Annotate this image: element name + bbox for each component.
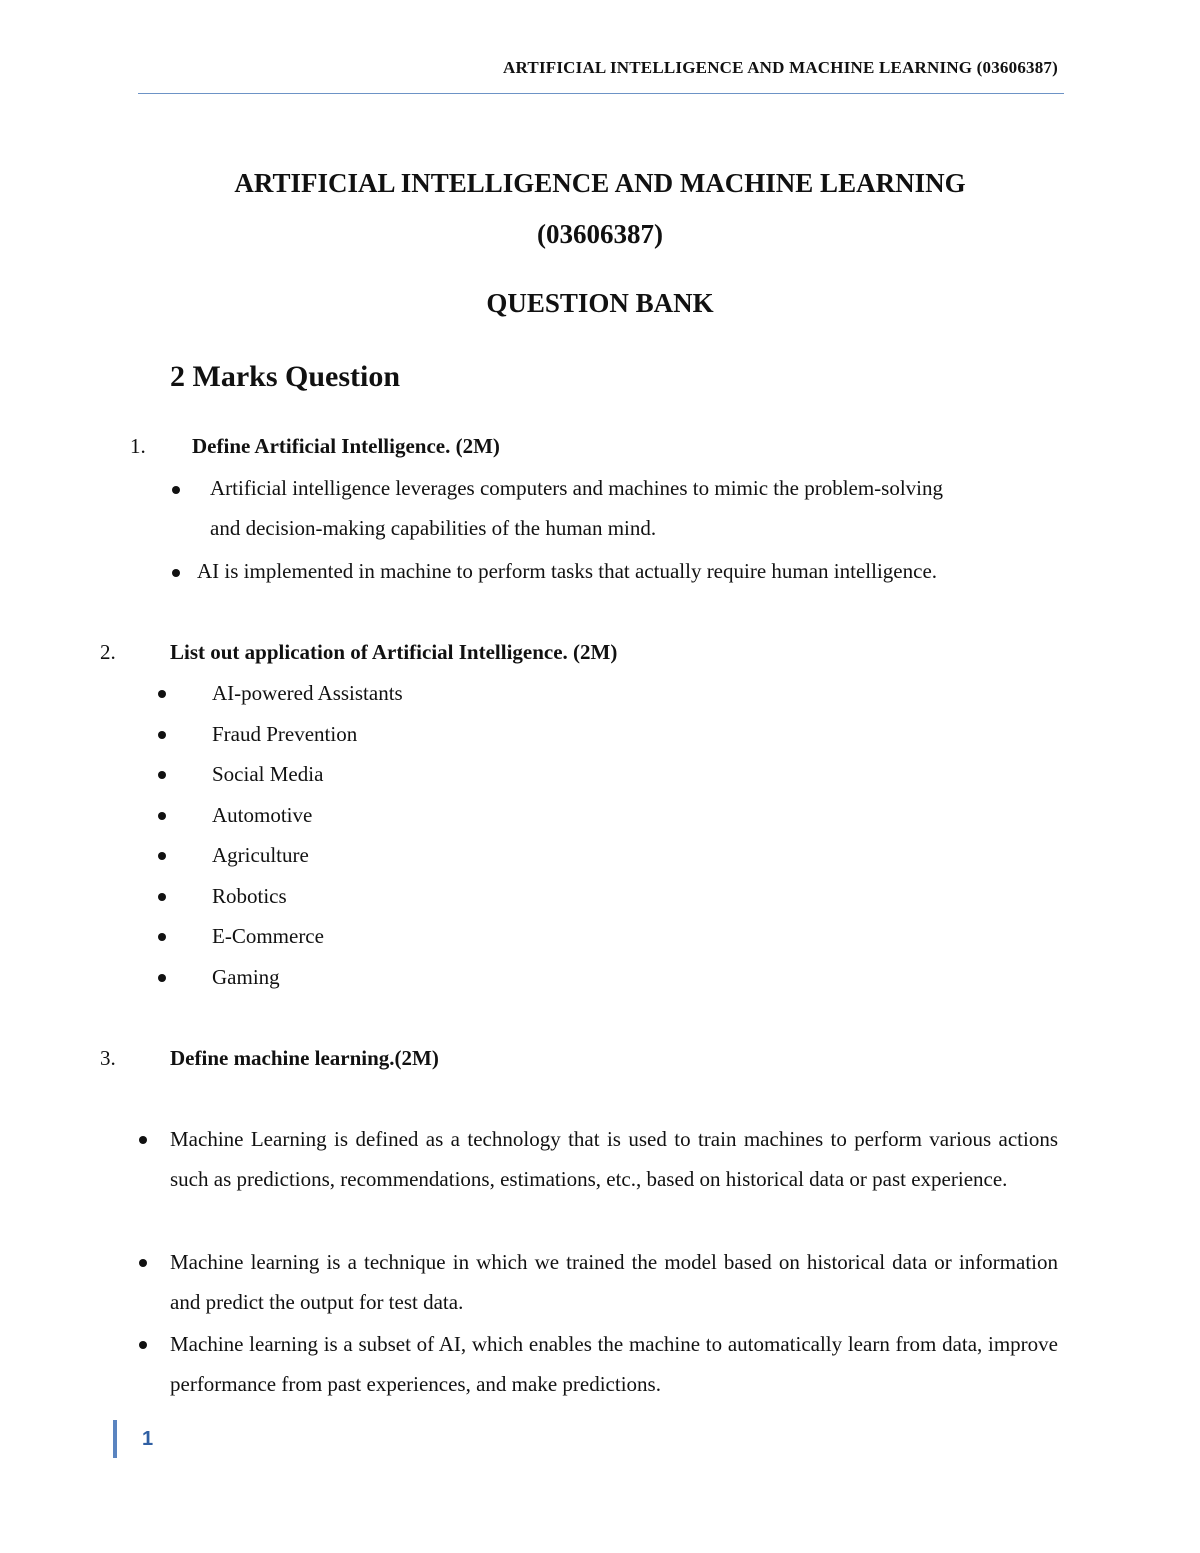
list-item: E-Commerce bbox=[212, 924, 324, 948]
answer-point bbox=[210, 468, 1070, 548]
bullet-icon bbox=[172, 486, 180, 494]
bullet-icon bbox=[158, 933, 166, 941]
question-text: Define machine learning.(2M) bbox=[170, 1046, 439, 1070]
bullet-icon bbox=[139, 1341, 147, 1349]
bullet-icon bbox=[139, 1136, 147, 1144]
course-code: (03606387) bbox=[537, 219, 663, 249]
document-title: ARTIFICIAL INTELLIGENCE AND MACHINE LEARNING bbox=[234, 168, 966, 198]
bullet-icon bbox=[158, 771, 166, 779]
list-item: Social Media bbox=[212, 762, 324, 786]
section-heading: 2 Marks Question bbox=[170, 360, 401, 393]
bullet-icon bbox=[158, 690, 166, 698]
list-item: AI-powered Assistants bbox=[212, 681, 403, 705]
list-item: Agriculture bbox=[212, 843, 309, 867]
bullet-icon bbox=[158, 812, 166, 820]
page-number: 1 bbox=[142, 1428, 154, 1450]
header-rule bbox=[138, 93, 1064, 94]
question-number: 3. bbox=[100, 1046, 116, 1070]
document-subtitle: QUESTION BANK bbox=[486, 288, 714, 318]
bullet-icon bbox=[158, 852, 166, 860]
question-number: 1. bbox=[130, 434, 146, 458]
bullet-icon bbox=[158, 893, 166, 901]
answer-point: Machine learning is a technique in which we trained the model based on historical data or information and predict the output for test data. bbox=[170, 1250, 1058, 1314]
list-item: Fraud Prevention bbox=[212, 722, 358, 746]
list-item: Robotics bbox=[212, 884, 287, 908]
answer-point bbox=[197, 551, 1077, 591]
answer-point: Machine learning is a subset of AI, which enables the machine to automatically learn from data, improve performance from past experiences, and make predictions. bbox=[170, 1332, 1058, 1396]
list-item: Gaming bbox=[212, 965, 280, 989]
bullet-icon bbox=[139, 1259, 147, 1267]
question-number: 2. bbox=[100, 640, 116, 664]
bullet-icon bbox=[158, 731, 166, 739]
answer-line: Artificial intelligence leverages computers and machines to mimic the problem-solving bbox=[210, 476, 944, 500]
bullet-icon bbox=[172, 569, 180, 577]
question-text: Define Artificial Intelligence. (2M) bbox=[192, 434, 500, 458]
answer-line: and decision-making capabilities of the human mind. bbox=[210, 516, 657, 540]
running-header: ARTIFICIAL INTELLIGENCE AND MACHINE LEARNING (03606387) bbox=[503, 58, 1058, 77]
bullet-icon bbox=[158, 974, 166, 982]
footer-accent-bar bbox=[113, 1420, 117, 1458]
answer-point: Machine Learning is defined as a technology that is used to train machines to perform various actions such as predictions, recommendations, estimations, etc., based on historical data or past experience. bbox=[170, 1127, 1058, 1191]
answer-line: AI is implemented in machine to perform tasks that actually require human intelligence. bbox=[197, 559, 938, 583]
question-text: List out application of Artificial Intelligence. (2M) bbox=[170, 640, 618, 664]
list-item: Automotive bbox=[212, 803, 313, 827]
